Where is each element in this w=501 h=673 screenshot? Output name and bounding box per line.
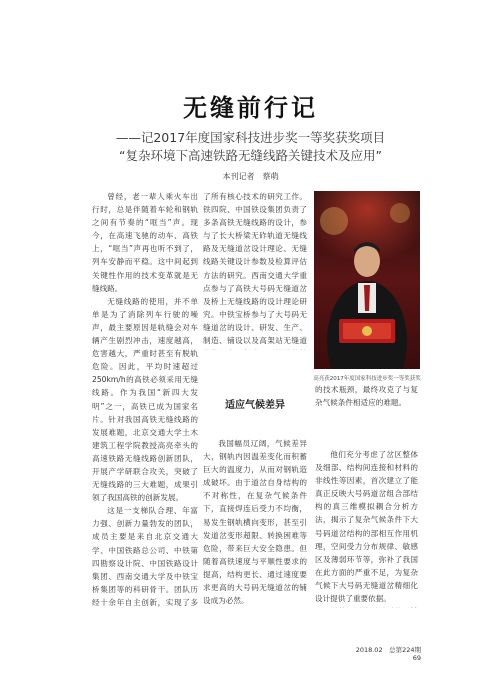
section-heading: 适应气候差异 <box>225 400 285 411</box>
photo-caption: 高亮获2017年度国家科技进步奖一等奖获奖 <box>313 376 421 382</box>
column-1 <box>92 190 198 608</box>
byline: 本刊记者 蔡萌 <box>222 172 279 181</box>
column-3-top <box>315 383 418 447</box>
paragraph: 我国幅员辽阔，气候差异大，钢轨内因温差变化而积蓄巨大的温度力，从而对钢轨造成破坏。由于道岔自身结构的不对称性，在复杂气候条件下，直接焊连后受力不均衡，易发生钢轨横向变形，甚至引发道岔变形超限、转换困难等危险，带来巨大安全隐患。但随着高铁速度与平顺性要求的提高，结构更长、通过速度要求更高的大号码无缝道岔的铺设成为必然。 <box>203 439 307 606</box>
award-photo <box>314 191 420 369</box>
page-footer: 2018.02 总第224期 69 <box>355 646 428 662</box>
paragraph: 曾经，老一辈人乘火车出行时，总是伴随着车轮和钢轨之间有节奏的“哐当”声。现今，在高速飞驰的动车、高铁上，“哐当”声再也听不到了，列车安静而平稳。这中间起到关键性作用的技术变革就是无缝线路。 <box>92 192 198 293</box>
article-title: 无缝前行记 <box>183 93 318 122</box>
paragraph: 这是一支梯队合理、年富力强、创新力量勃发的团队，成员主要是来自北京交通大学、中国铁路总公司、中铁第四勘察设计院、中国铁路设计集团、西南交通大学及中铁宝桥集团等的科研骨干。团队历经十余年自主创新，实现了多 <box>92 506 198 607</box>
paragraph: 的技术瓶颈，最终攻克了与复杂气候条件相适应的难题。 <box>315 385 418 408</box>
award-photo-image <box>314 191 420 369</box>
paragraph: 他们充分考虑了岔区整体及细部、结构间连接和材料的非线性等因素，首次建立了能真正反映大号码道岔组合部结构的真三维模拟耦合分析方法，揭示了复杂气候条件下大号码道岔结构的部相互作用机理，空间受力分布规律、敏感区及薄弱环节等，弥补了我国在此方面的严重不足，为复杂气候下大号码无缝道岔精细化设计提供了重要依据。 <box>315 450 418 604</box>
paragraph <box>315 605 418 608</box>
column-2-top <box>203 190 307 350</box>
paragraph <box>203 607 307 609</box>
article-subtitle-line2: “复杂环境下高速铁路无缝线路关键技术及应用” <box>119 148 382 163</box>
paragraph: 无缝线路的使用，并不单单是为了消除列车行驶的噪声，最主要原因是轨缝会对车辆产生剧烈冲击，速度越高，危害越大，严重时甚至有脱轨危险。因此，平均时速超过250km/h的高铁必须采用无缝线路。作为我国“新四大发明”之一，高铁已成为国家名片。针对我国高铁无缝线路的发展难题，北京交通大学土木建筑工程学院教授高亮牵头的高速铁路无缝线路创新团队，开展产学研联合攻关，突破了无缝线路的三大难题，成果引领了我国高铁的创新发展。 <box>92 296 198 503</box>
article-subtitle-line1: ——记2017年度国家科技进步奖一等奖获奖项目 <box>115 130 386 145</box>
paragraph: 了所有核心技术的研究工作。铁四院、中国铁设集团负责了多条高铁无缝线路的设计，参与了长大桥梁无砟轨道无缝线路及无缝道岔设计理论、无缝线路关键设计参数及检算评估方法的研究。西南交通大学重点参与了高铁大号码无缝道岔及桥上无缝线路的设计理论研究。中铁宝桥参与了大号码无缝道岔的设计、研发、生产、制造、铺设以及高架站无缝道 <box>203 192 307 346</box>
column-3-bottom <box>315 448 418 608</box>
column-2-bottom <box>203 437 307 609</box>
